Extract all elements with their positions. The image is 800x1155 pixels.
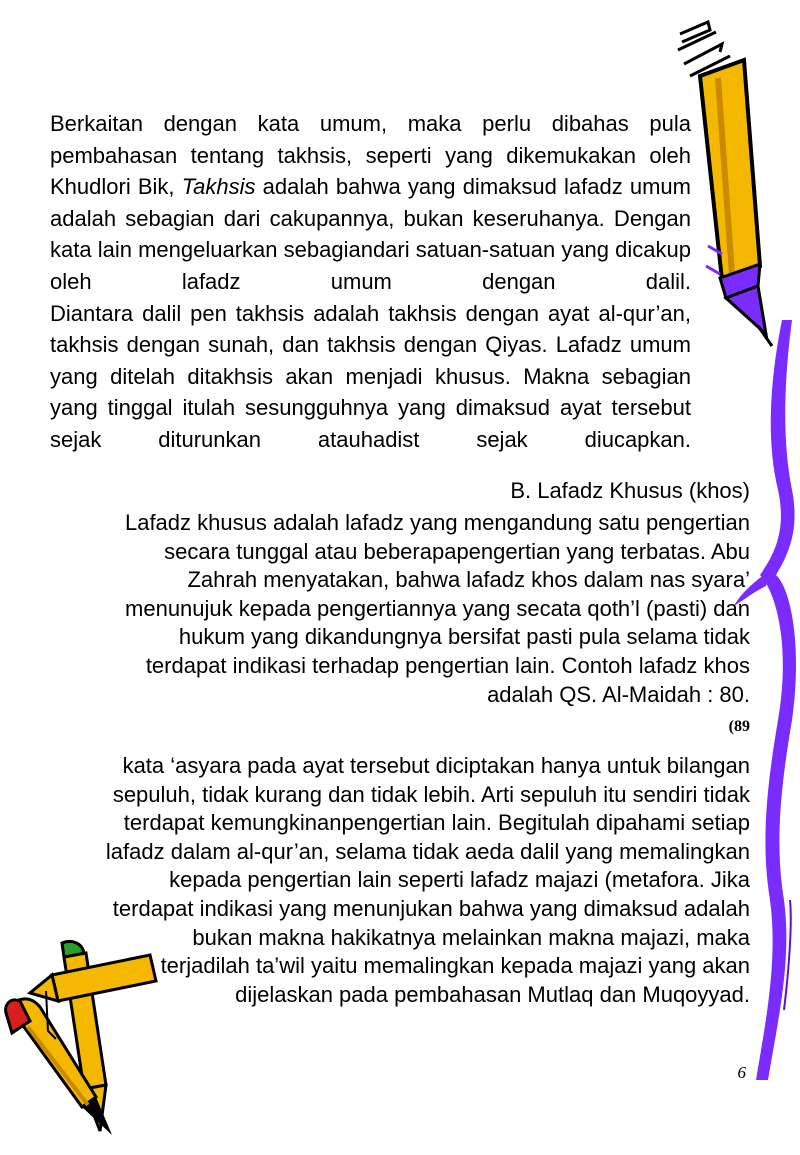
text-line: adalah QS. Al-Maidah : 80. <box>487 681 750 707</box>
text-line: takhsis dengan sunah, dan takhsis dengan Qiyas. Lafadz umum <box>50 332 691 358</box>
verse-reference: (89 <box>728 718 750 735</box>
text-segment: Khudlori Bik, <box>50 174 182 200</box>
text-line: kepada pengertian lain seperti lafadz majazi (metafora. Jika <box>169 867 750 893</box>
text-line: hukum yang dikandungnya bersifat pasti pula selama tidak <box>178 624 750 650</box>
text-line: yang tinggal itulah sesungguhnya yang dimaksud ayat tersebut <box>50 395 691 421</box>
text-line: terdapat indikasi terhadap pengertian lain. Contoh lafadz khos <box>145 652 750 678</box>
text-line: Berkaitan dengan kata umum, maka perlu dibahas pula <box>50 111 691 136</box>
text-line: terdapat kemungkinanpengertian lain. Begitulah dipahami setiap <box>123 810 750 836</box>
text-line: Diantara dalil pen takhsis adalah takhsis dengan ayat al-qur’an, <box>50 300 691 326</box>
text-line: bukan makna hakikatnya melainkan makna majazi, maka <box>192 924 750 950</box>
text-line: adalah sebagian dari cakupannya, bukan keseruhanya. Dengan <box>50 205 691 231</box>
text-line: terjadilah ta’wil yaitu memalingkan kepada majazi yang akan <box>160 953 750 979</box>
text-line: pembahasan tentang takhsis, seperti yang dikemukakan oleh <box>50 142 691 168</box>
text-line: menunujuk kepada pengertiannya yang secata qoth’l (pasti) dan <box>125 595 750 621</box>
text-line: Zahrah menyatakan, bahwa lafadz khos dalam nas syara’ <box>187 567 750 593</box>
text-line: Lafadz khusus adalah lafadz yang mengandung satu pengertian <box>124 510 750 535</box>
text-line: lafadz dalam al-qur’an, selama tidak aeda dalil yang memalingkan <box>105 838 750 864</box>
text-line: sepuluh, tidak kurang dan tidak lebih. Arti sepuluh itu sendiri tidak <box>112 781 750 807</box>
paragraph-takhsis <box>50 108 691 456</box>
text-line: oleh lafadz umum dengan dalil. <box>50 268 691 294</box>
text-line: yang ditelah ditakhsis akan menjadi khusus. Makna sebagian <box>50 363 691 389</box>
paragraph-lafadz-khusus <box>110 509 750 709</box>
text-segment: adalah bahwa yang dimaksud lafadz umum <box>255 174 691 200</box>
section-heading: B. Lafadz Khusus (khos) <box>510 478 750 503</box>
italic-term: Takhsis <box>181 174 256 200</box>
text-line <box>50 171 691 203</box>
page-number: 6 <box>737 1063 746 1082</box>
text-line: dijelaskan pada pembahasan Mutlaq dan Muqoyyad. <box>235 981 750 1007</box>
text-line: kata ‘asyara pada ayat tersebut diciptakan hanya untuk bilangan <box>122 753 750 778</box>
paragraph-asyara <box>90 752 750 1009</box>
text-line: sejak diturunkan atauhadist sejak diucapkan. <box>50 426 691 452</box>
text-line: secara tunggal atau beberapapengertian yang terbatas. Abu <box>164 538 750 564</box>
text-line: terdapat indikasi yang menunjukan bahwa yang dimaksud adalah <box>112 895 750 921</box>
text-line: kata lain mengeluarkan sebagiandari satuan-satuan yang dicakup <box>50 237 691 263</box>
